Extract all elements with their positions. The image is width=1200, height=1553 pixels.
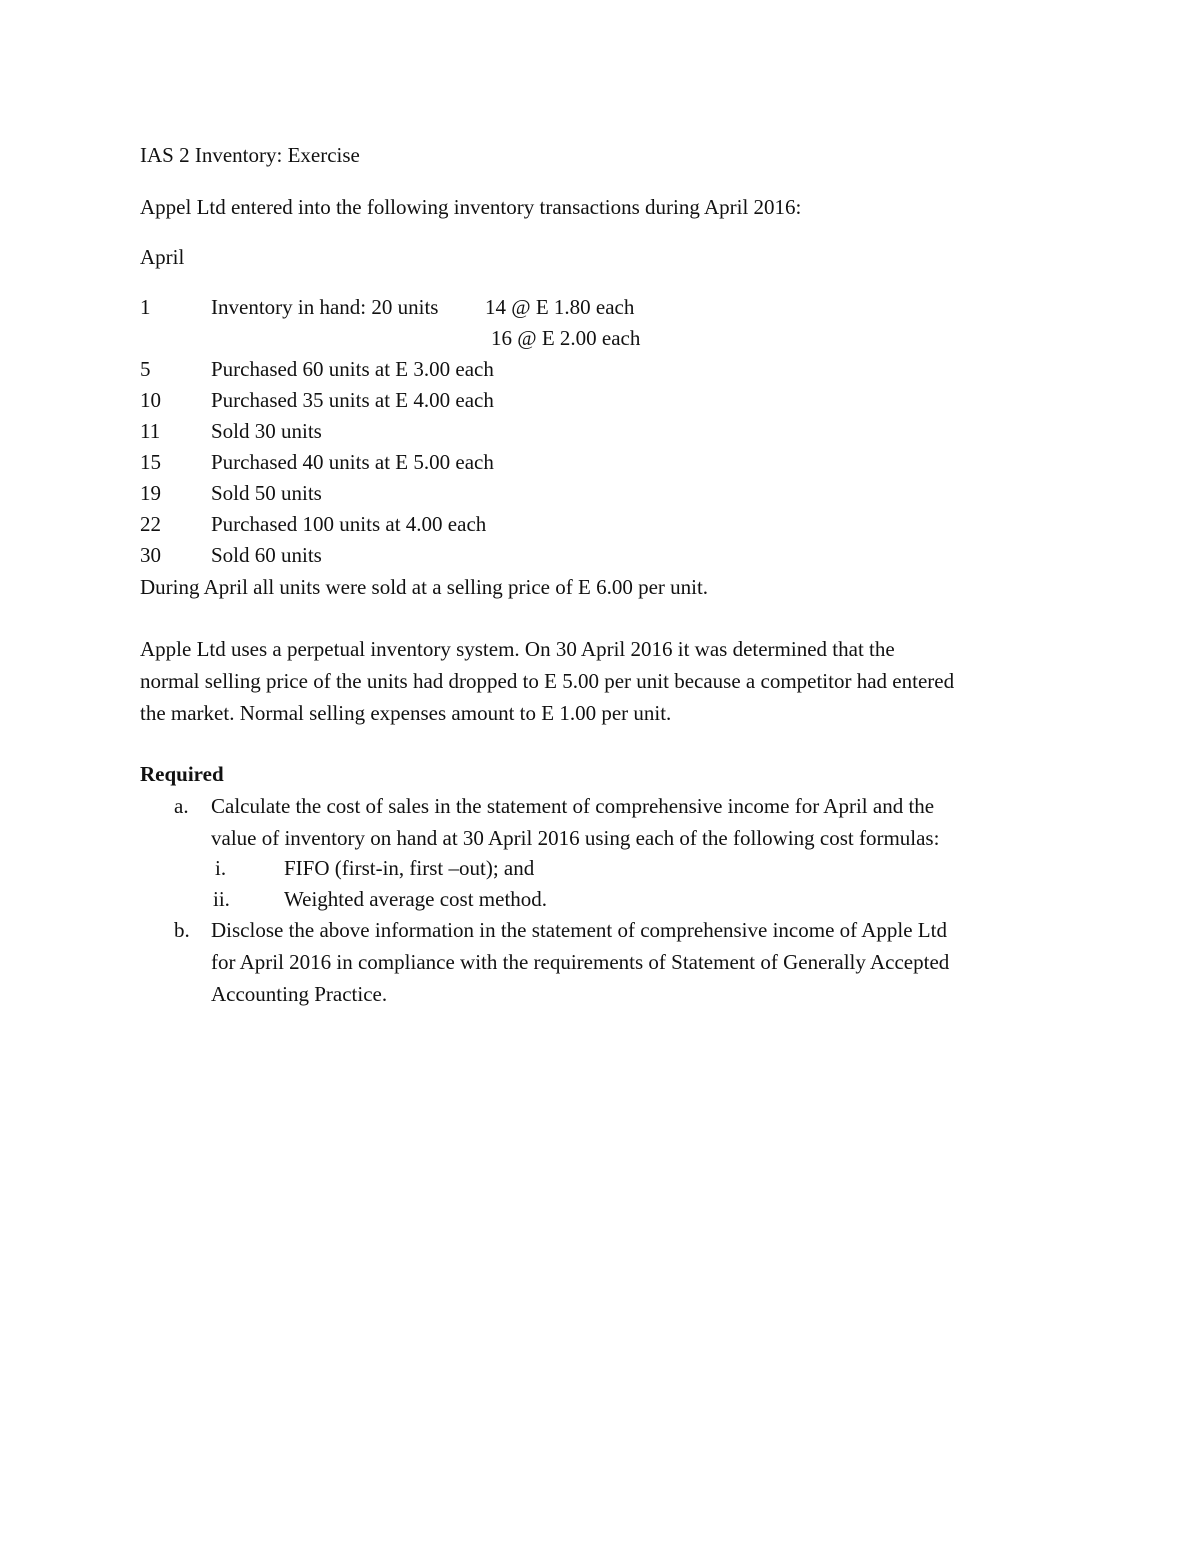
transaction-text: Sold 60 units [211, 543, 322, 567]
paragraph-line: the market. Normal selling expenses amount to E 1.00 per unit. [140, 701, 672, 725]
requirement-line: Calculate the cost of sales in the statement of comprehensive income for April and the [211, 794, 935, 818]
sublist-marker: i. [215, 856, 227, 880]
transaction-day: 1 [140, 295, 151, 319]
subitem-text: Weighted average cost method. [284, 887, 548, 911]
intro-text: Appel Ltd entered into the following inventory transactions during April 2016: [140, 195, 802, 219]
list-marker: b. [174, 918, 190, 942]
transaction-detail: 14 @ E 1.80 each [485, 295, 635, 319]
requirement-line: Accounting Practice. [211, 982, 388, 1006]
required-heading: Required [140, 762, 224, 786]
transaction-text: Purchased 100 units at 4.00 each [211, 512, 487, 536]
transaction-day: 11 [140, 419, 161, 443]
transaction-text: Inventory in hand: 20 units [211, 295, 439, 319]
month-label: April [140, 245, 185, 269]
transaction-day: 22 [140, 512, 161, 536]
transaction-text: Purchased 35 units at E 4.00 each [211, 388, 494, 412]
paragraph-line: Apple Ltd uses a perpetual inventory system. On 30 April 2016 it was determined that the [140, 637, 895, 661]
requirement-line: Disclose the above information in the statement of comprehensive income of Apple Ltd [211, 918, 947, 942]
transaction-day: 30 [140, 543, 161, 567]
requirement-line: for April 2016 in compliance with the requirements of Statement of Generally Accepted [211, 950, 950, 974]
document-title: IAS 2 Inventory: Exercise [140, 143, 360, 167]
transaction-text: Sold 30 units [211, 419, 322, 443]
selling-note: During April all units were sold at a selling price of E 6.00 per unit. [140, 575, 709, 599]
transaction-detail: 16 @ E 2.00 each [491, 326, 641, 350]
paragraph-line: normal selling price of the units had dropped to E 5.00 per unit because a competitor had entered [140, 669, 955, 693]
transaction-text: Purchased 40 units at E 5.00 each [211, 450, 494, 474]
transaction-day: 10 [140, 388, 161, 412]
transaction-text: Purchased 60 units at E 3.00 each [211, 357, 494, 381]
transaction-day: 19 [140, 481, 161, 505]
subitem-text: FIFO (first-in, first –out); and [284, 856, 535, 880]
requirement-line: value of inventory on hand at 30 April 2016 using each of the following cost formulas: [211, 826, 940, 850]
list-marker: a. [174, 794, 189, 818]
sublist-marker: ii. [213, 887, 230, 911]
transaction-text: Sold 50 units [211, 481, 322, 505]
transaction-day: 5 [140, 357, 151, 381]
transaction-day: 15 [140, 450, 161, 474]
